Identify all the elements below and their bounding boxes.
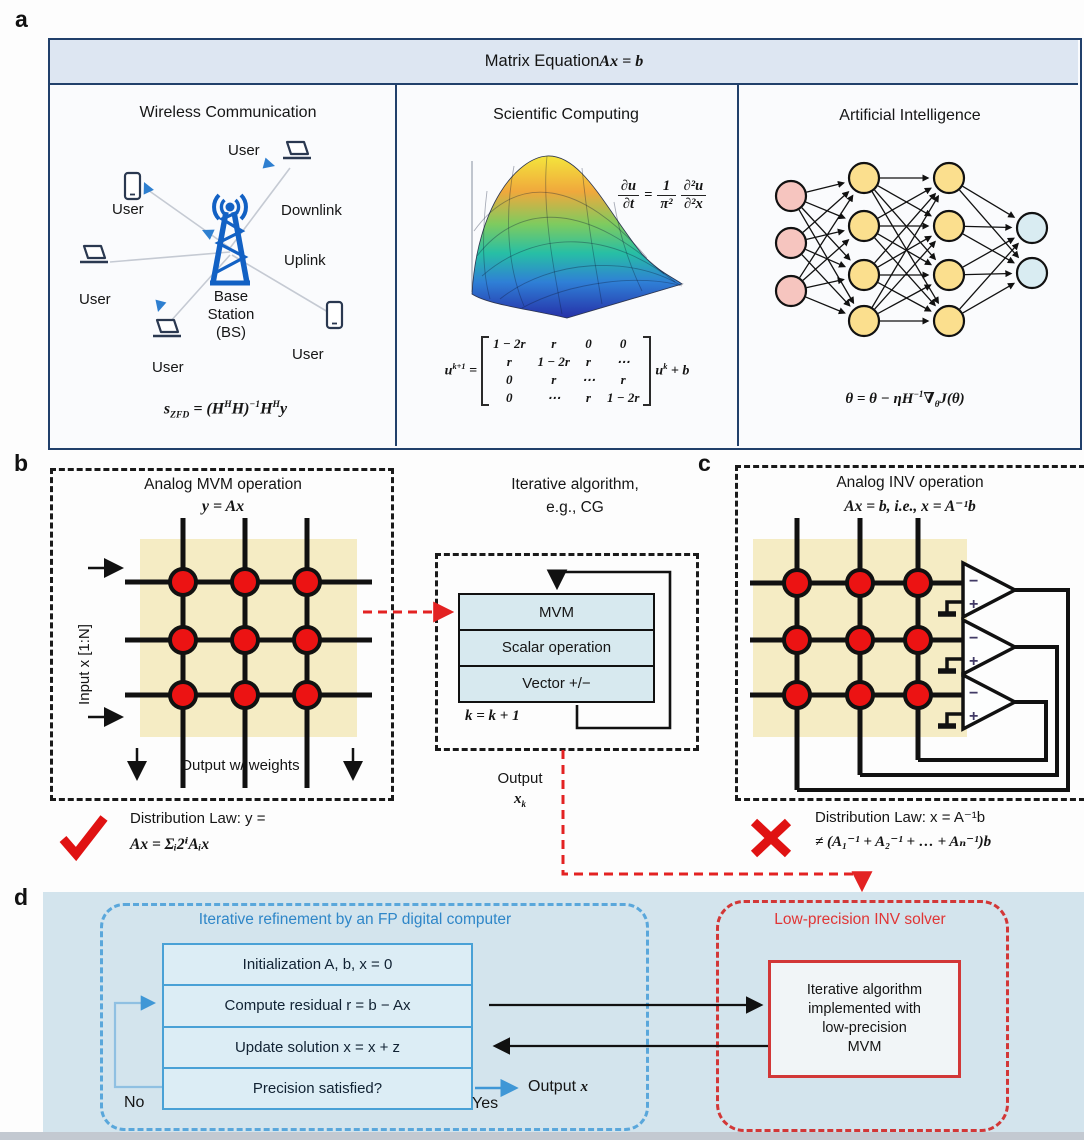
wireless-diagram — [50, 130, 395, 430]
column-divider-2 — [737, 85, 739, 446]
memristor-dot — [905, 627, 931, 653]
bottom-strip — [0, 1132, 1084, 1140]
svg-text:+: + — [969, 596, 979, 613]
cross-icon — [748, 816, 794, 860]
memristor-dot — [847, 627, 873, 653]
memristor-dot — [784, 570, 810, 596]
low-precision-mvm-box: Iterative algorithm implemented with low-precision MVM — [768, 960, 961, 1078]
panel-c-subtitle: Ax = b, i.e., x = A⁻¹b — [844, 498, 976, 515]
svg-text:+: + — [969, 708, 979, 725]
iter-output-label: Output — [497, 770, 543, 787]
scalar-operation-step: Scalar operation — [458, 629, 655, 667]
surface-plot — [442, 136, 687, 331]
fdm-matrix-equation: $u^{k+1}$ = 1 − 2r r 0 0 r 1 − 2r r ⋯ 0 r ⋯ r 0 ⋯ r 1 − 2r $u^k + b$ — [444, 336, 690, 405]
user-label: User — [292, 346, 324, 363]
neuron — [776, 181, 806, 211]
wireless-title: Wireless Communication — [139, 104, 317, 121]
pde-formula: $\frac{\partial u}{\partial t}$ = $\frac{1}{\text{π²}}$ $\frac{\text{∂²u}}{\text{∂²x}}$ — [597, 178, 727, 213]
no-label: No — [124, 1094, 145, 1111]
header-math: Ax = b — [599, 52, 644, 70]
panel-b-law-line1: Distribution Law: y = — [130, 810, 266, 827]
panel-b-subtitle: y = Ax — [201, 498, 245, 515]
neuron — [1017, 258, 1047, 288]
memristor-dot — [232, 682, 258, 708]
input-axis-label: Input x [1:N] — [76, 624, 93, 705]
laptop-icon — [153, 320, 181, 336]
user-label: User — [112, 201, 144, 218]
matrix-bracket-right — [643, 336, 651, 406]
panel-c-law-line1: Distribution Law: x = A⁻¹b — [815, 809, 986, 826]
neuron — [849, 260, 879, 290]
user-label: User — [228, 142, 260, 159]
svg-text:+: + — [969, 653, 979, 670]
laptop-icon — [80, 246, 108, 262]
neuron — [1017, 213, 1047, 243]
user-label: User — [79, 291, 111, 308]
update-solution-step: Update solution x = x + z — [162, 1026, 473, 1069]
memristor-dot — [905, 682, 931, 708]
memristor-dot — [170, 569, 196, 595]
panel-c-label: c — [698, 450, 711, 476]
memristor-dot — [294, 682, 320, 708]
memristor-dot — [232, 627, 258, 653]
yes-label: Yes — [472, 1095, 499, 1112]
neural-network-diagram — [765, 158, 1055, 350]
neuron — [849, 211, 879, 241]
phone-icon — [327, 302, 342, 328]
memristor-dot — [847, 682, 873, 708]
low-precision-solver-title: Low-precision INV solver — [774, 911, 946, 928]
memristor-dot — [905, 570, 931, 596]
panel-d-label: d — [14, 884, 29, 910]
matrix-cells: 1 − 2r r 0 0 r 1 − 2r r ⋯ 0 r ⋯ r 0 ⋯ r 1 − 2r — [493, 336, 640, 405]
ai-formula: $\theta = \theta - \eta H^{-1}\nabla_\theta J(\theta)$ — [845, 389, 965, 409]
panel-a-label: a — [15, 6, 28, 32]
memristor-dot — [294, 627, 320, 653]
matrix-equation-header — [50, 40, 1078, 85]
column-divider-1 — [395, 85, 397, 446]
iterative-title-line1: Iterative algorithm, — [511, 476, 639, 493]
scientific-title: Scientific Computing — [493, 106, 639, 123]
neuron — [776, 228, 806, 258]
panel-b-label: b — [14, 450, 29, 476]
phone-icon — [125, 173, 140, 199]
memristor-dot — [294, 569, 320, 595]
svg-text:−: − — [969, 573, 979, 590]
iterative-title-line2: e.g., CG — [546, 499, 604, 516]
output-x-label: Output x — [528, 1078, 588, 1095]
output-axis-label: Output w/ weights — [180, 757, 300, 774]
initialization-step: Initialization A, b, x = 0 — [162, 943, 473, 986]
crossbar-array-inv — [735, 505, 1084, 805]
uplink-label: Uplink — [284, 252, 326, 269]
checkmark-icon — [58, 812, 110, 862]
panel-b-title: Analog MVM operation — [144, 476, 302, 493]
vector-step: Vector +/− — [458, 665, 655, 703]
memristor-dot — [170, 627, 196, 653]
panel-c-law-line2: ≠ (A₁⁻¹ + A₂⁻¹ + … + Aₙ⁻¹)b — [815, 834, 992, 850]
header-text: Matrix Equation — [484, 52, 600, 70]
iterative-steps — [458, 593, 655, 703]
neuron — [849, 163, 879, 193]
laptop-icon — [283, 142, 311, 158]
svg-text:−: − — [969, 630, 979, 647]
memristor-dot — [232, 569, 258, 595]
neuron — [849, 306, 879, 336]
neuron — [934, 306, 964, 336]
refinement-steps — [162, 943, 473, 1110]
ai-title: Artificial Intelligence — [839, 107, 981, 124]
neuron — [776, 276, 806, 306]
downlink-label: Downlink — [281, 202, 342, 219]
matrix-bracket-left — [481, 336, 489, 406]
svg-text:−: − — [969, 685, 979, 702]
neuron — [934, 260, 964, 290]
neuron — [934, 163, 964, 193]
base-station-label: Base Station (BS) — [207, 288, 255, 341]
iterative-refinement-title: Iterative refinement by an FP digital computer — [198, 911, 512, 928]
zfd-formula: $s_{ZFD} = (H^HH)^{-1}H^Hy$ — [163, 399, 288, 421]
precision-check-step: Precision satisfied? — [162, 1067, 473, 1110]
compute-residual-step: Compute residual r = b − Ax — [162, 984, 473, 1027]
neuron — [934, 211, 964, 241]
iteration-counter: k = k + 1 — [465, 708, 520, 724]
memristor-dot — [784, 682, 810, 708]
memristor-dot — [784, 627, 810, 653]
memristor-dot — [170, 682, 196, 708]
user-label: User — [152, 359, 184, 376]
memristor-dot — [847, 570, 873, 596]
iter-output-var: $x_k$ — [514, 791, 526, 809]
mvm-step: MVM — [458, 593, 655, 631]
panel-b-law-line2: Ax = Σᵢ2ⁱAᵢx — [130, 836, 210, 853]
panel-c-title: Analog INV operation — [836, 474, 984, 491]
